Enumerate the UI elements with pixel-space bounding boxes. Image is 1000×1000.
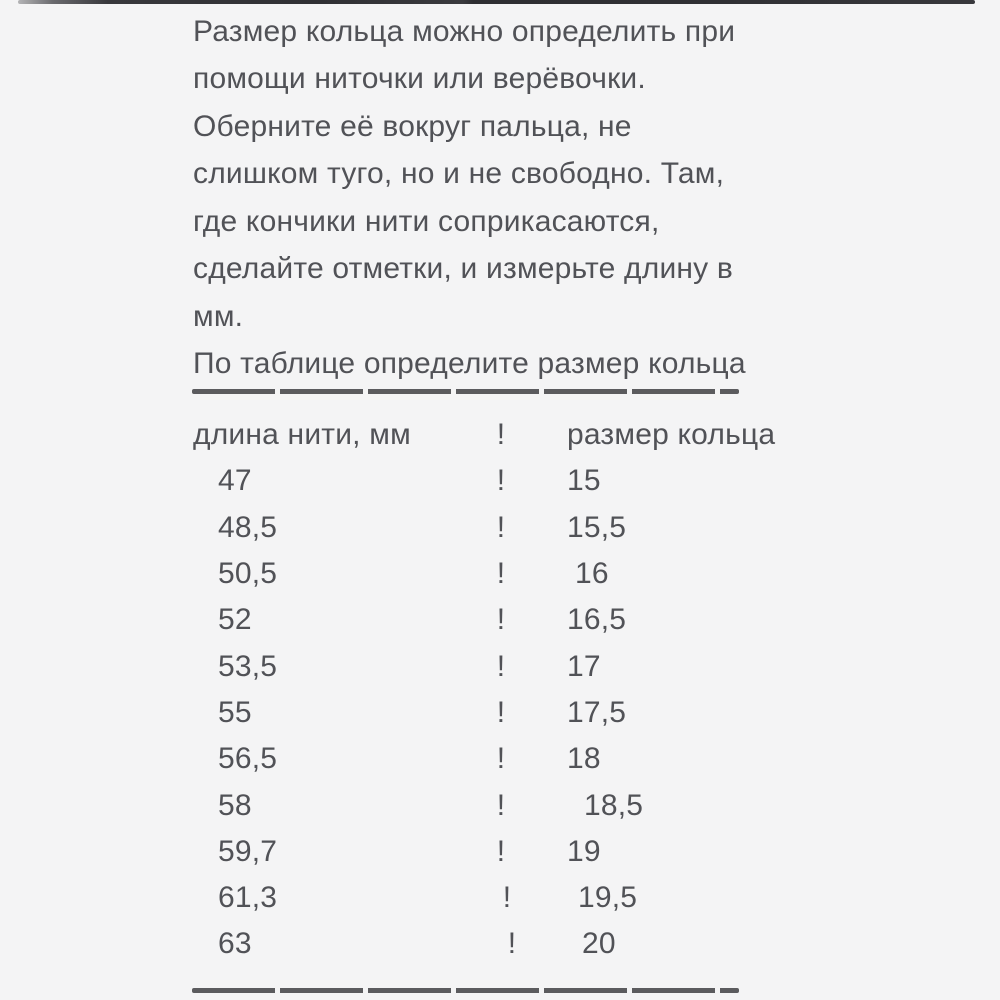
divider-top: [192, 389, 739, 394]
cell-thread-length: 47: [218, 464, 252, 498]
cell-thread-length: 55: [218, 695, 252, 729]
table-row: [193, 782, 775, 828]
column-separator: !: [496, 742, 506, 776]
column-separator: !: [496, 510, 506, 544]
column-separator: !: [496, 557, 506, 591]
ring-size-table: [193, 412, 775, 968]
table-row: [193, 690, 775, 736]
cell-ring-size: 18,5: [584, 788, 644, 822]
cell-thread-length: 53,5: [218, 649, 278, 683]
column-separator: !: [496, 649, 506, 683]
column-separator: !: [507, 927, 517, 961]
cell-thread-length: 52: [218, 603, 252, 637]
column-separator: !: [496, 695, 506, 729]
table-row: [193, 458, 775, 504]
divider-bottom: [192, 988, 739, 993]
cell-ring-size: 17: [567, 649, 601, 683]
cell-thread-length: 50,5: [218, 557, 278, 591]
cell-ring-size: 19,5: [578, 881, 638, 915]
intro-line: Размер кольца можно определить при: [193, 14, 736, 48]
cell-ring-size: 16: [575, 557, 609, 591]
table-row: [193, 597, 775, 643]
cell-ring-size: 16,5: [567, 603, 627, 637]
intro-line: помощи ниточки или верёвочки.: [193, 62, 646, 96]
intro-line: Оберните её вокруг пальца, не: [193, 109, 632, 143]
intro-line: сделайте отметки, и измерьте длину в: [193, 252, 734, 286]
column-separator: !: [496, 418, 506, 452]
cell-thread-length: 58: [218, 788, 252, 822]
column-header-ring-size: размер кольца: [567, 418, 776, 452]
column-separator: !: [496, 834, 506, 868]
cell-ring-size: 18: [567, 742, 601, 776]
table-row: [193, 551, 775, 597]
column-separator: !: [502, 881, 512, 915]
cell-ring-size: 15,5: [567, 510, 627, 544]
cell-ring-size: 17,5: [567, 695, 627, 729]
table-row: [193, 875, 775, 921]
table-row: [193, 829, 775, 875]
column-separator: !: [496, 788, 506, 822]
table-row: [193, 921, 775, 967]
table-row: [193, 736, 775, 782]
column-separator: !: [496, 464, 506, 498]
cell-thread-length: 59,7: [218, 834, 278, 868]
intro-line: мм.: [193, 299, 244, 333]
column-header-thread-length: длина нити, мм: [193, 418, 411, 452]
cell-ring-size: 19: [567, 834, 601, 868]
column-separator: !: [496, 603, 506, 637]
cell-ring-size: 15: [567, 464, 601, 498]
intro-line: где кончики нити соприкасаются,: [193, 204, 660, 238]
table-row: [193, 505, 775, 551]
cell-ring-size: 20: [582, 927, 616, 961]
cell-thread-length: 48,5: [218, 510, 278, 544]
cell-thread-length: 63: [218, 927, 252, 961]
screenshot-top-edge-bar: [18, 0, 975, 4]
intro-line: слишком туго, но и не свободно. Там,: [193, 157, 725, 191]
table-row: [193, 643, 775, 689]
table-header-row: [193, 412, 775, 458]
intro-line: По таблице определите размер кольца: [193, 347, 746, 381]
cell-thread-length: 61,3: [218, 881, 278, 915]
cell-thread-length: 56,5: [218, 742, 278, 776]
intro-paragraph: [193, 8, 746, 388]
